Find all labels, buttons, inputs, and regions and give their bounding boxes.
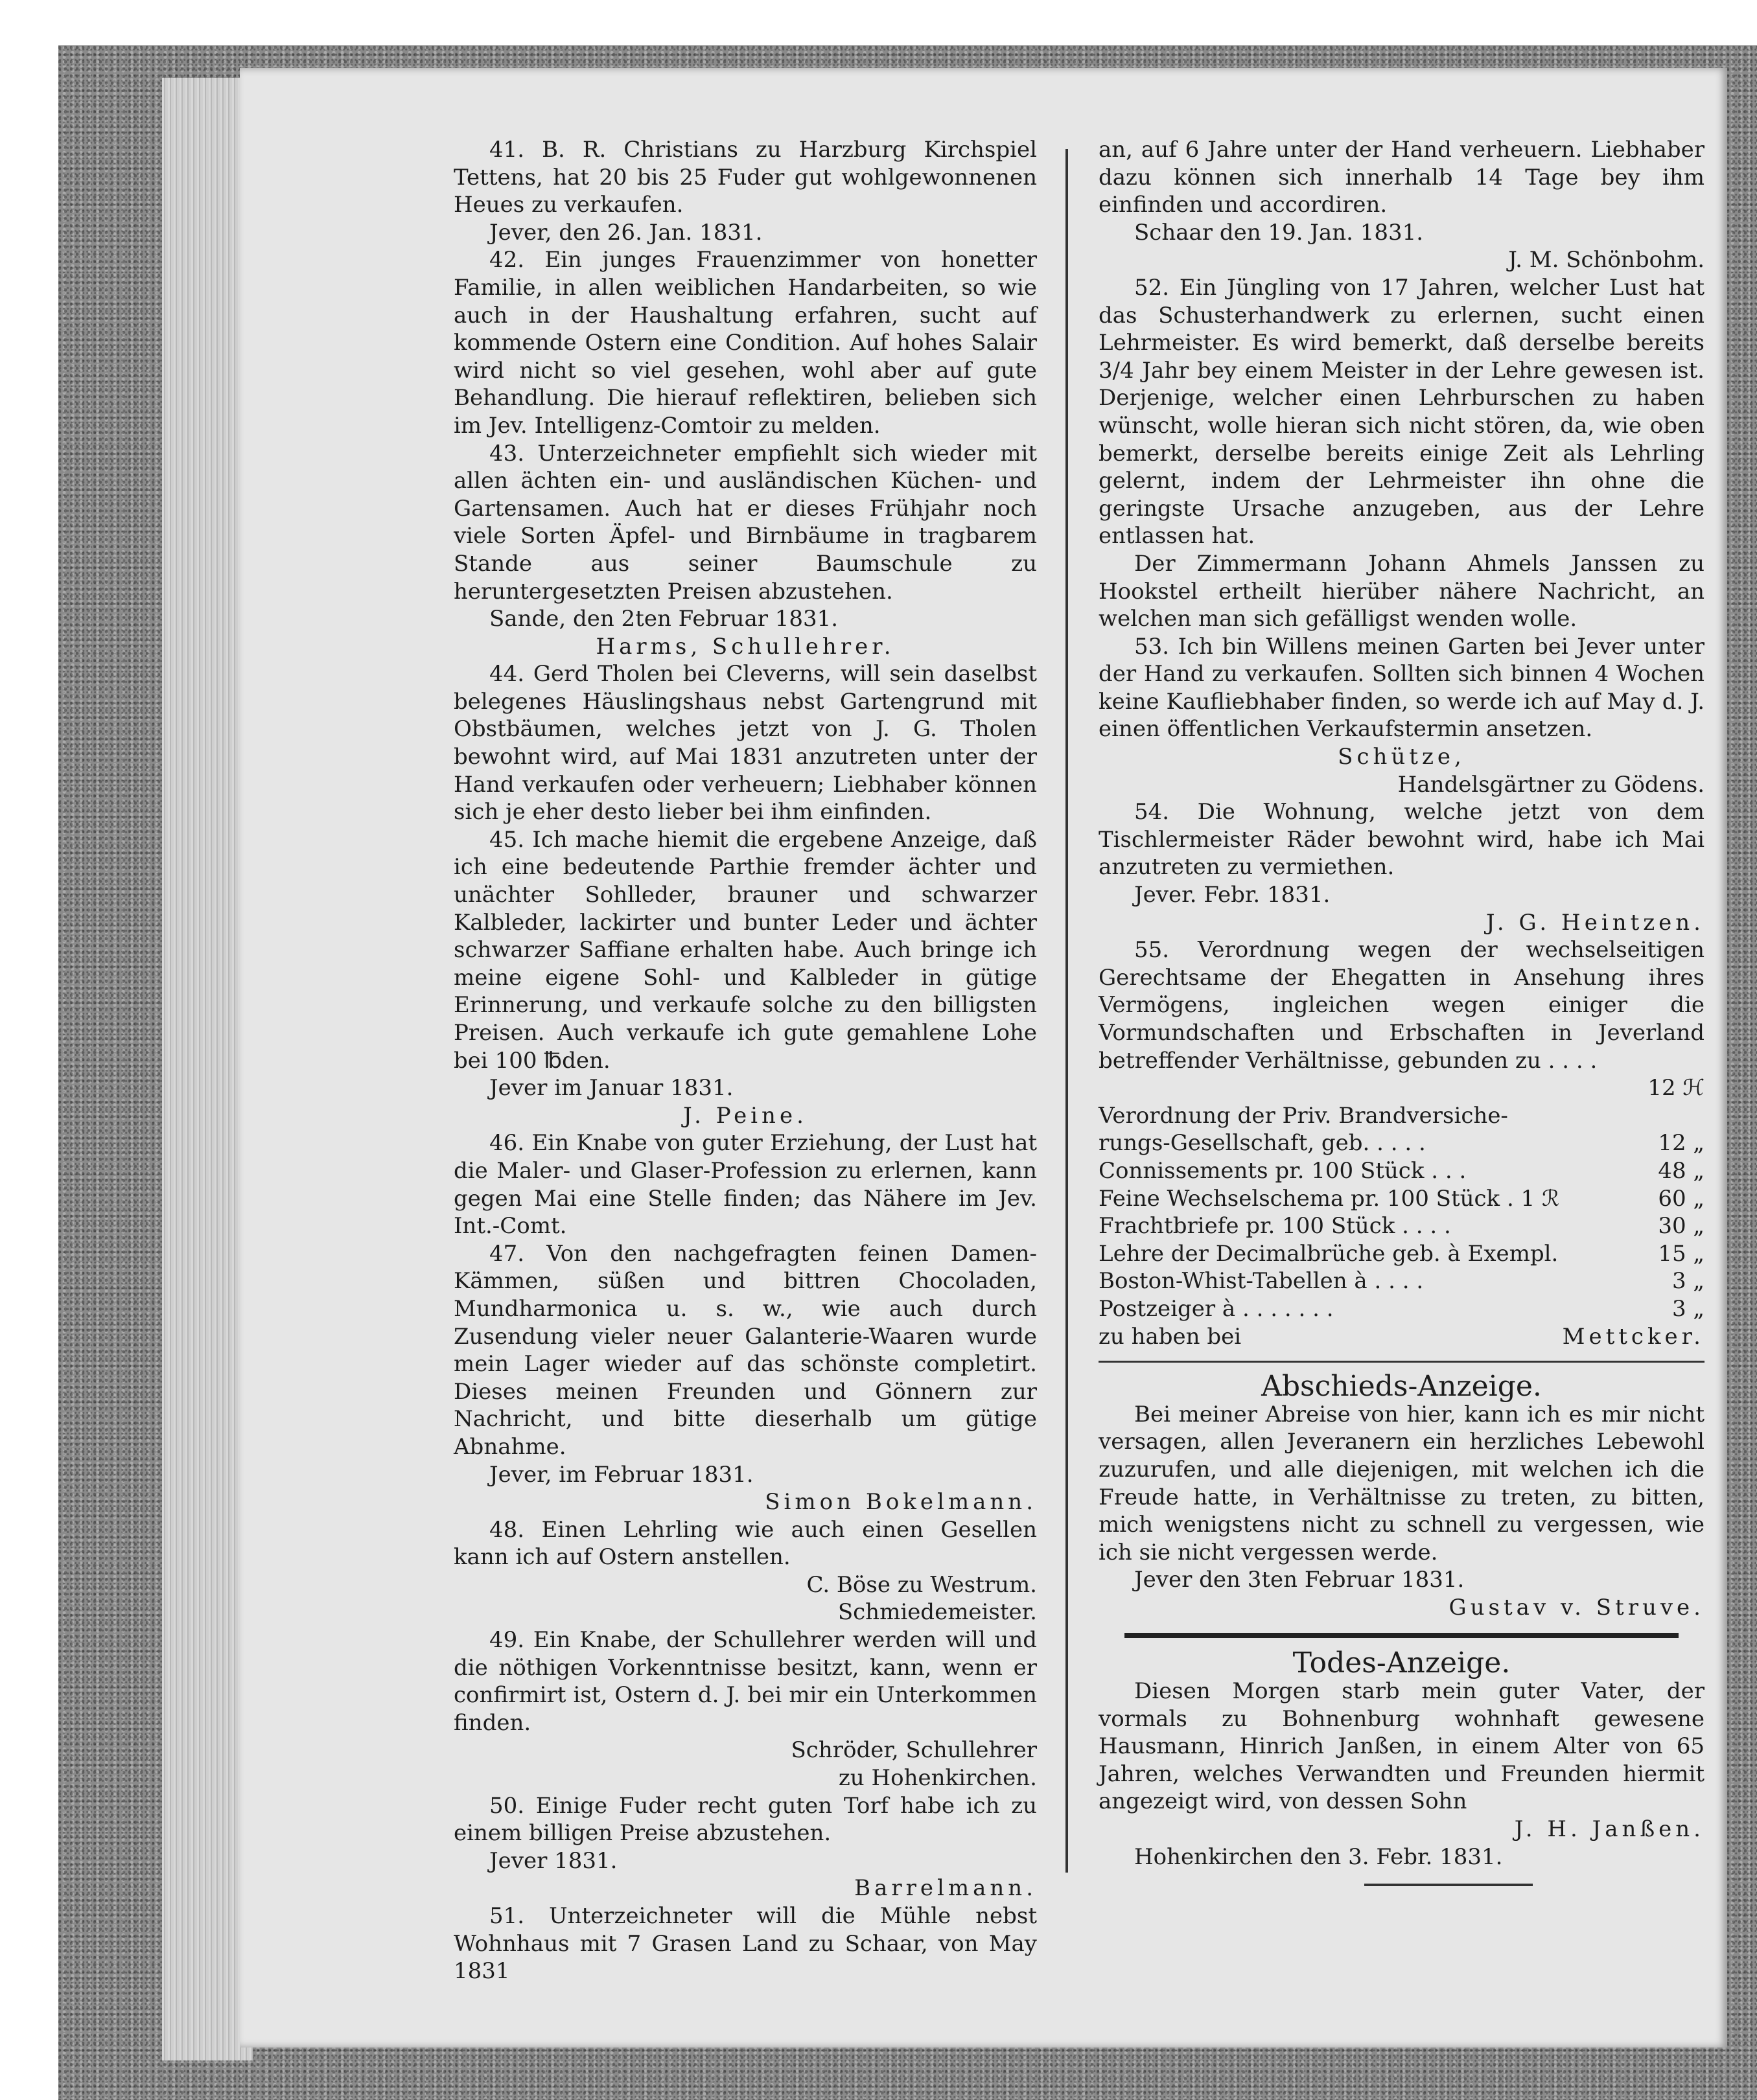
price-row: 12 ℋ xyxy=(1647,1075,1705,1102)
farewell-signature: Gustav v. Struve. xyxy=(1449,1594,1705,1621)
ad-49-signature: Schröder, Schullehrer xyxy=(791,1737,1037,1764)
ad-43-date: Sande, den 2ten Februar 1831. xyxy=(489,606,839,632)
price-list xyxy=(1099,1074,1705,1350)
ad-43: 43. Unterzeichneter empfiehlt sich wieder mit allen ächten ein- und ausländischen Küchen- und Gartensamen. Auch hat er dieses Frühjahr noch viele Sorten Äpfel- und Birnbäume in tragbarem Stande aus seiner Baumschule zu heruntergesetzten Preisen abzustehen. xyxy=(454,440,1037,605)
ad-51-date: Schaar den 19. Jan. 1831. xyxy=(1134,219,1424,246)
ad-48: 48. Einen Lehrling wie auch einen Gesellen kann ich auf Ostern anstellen. xyxy=(454,1516,1037,1571)
ad-49-place: zu Hohenkirchen. xyxy=(838,1765,1037,1792)
ad-52-contact: Der Zimmermann Johann Ahmels Janssen zu Hookstel ertheilt hierüber nähere Nachricht, an welchen man sich gefälligst wenden wolle. xyxy=(1099,550,1705,632)
ad-45-signature: J. Peine. xyxy=(683,1102,808,1129)
price-row: Boston-Whist-Tabellen à . . . . 3 „ xyxy=(1099,1268,1705,1295)
ad-45-date: Jever im Januar 1831. xyxy=(489,1075,734,1102)
price-row: Lehre der Decimalbrüche geb. à Exempl. 15 „ xyxy=(1099,1240,1705,1267)
ad-53: 53. Ich bin Willens meinen Garten bei Jever unter der Hand zu verkaufen. Sollten sich binnen 4 Wochen keine Kaufliebhaber finden, so werde ich auf May d. J. einen öffentlichen Verkaufstermin ansetzen. xyxy=(1099,633,1705,743)
ad-44: 44. Gerd Tholen bei Cleverns, will sein daselbst belegenes Häuslingshaus nebst Gartengrund mit Obstbäumen, welches jetzt von J. G. Tholen bewohnt wird, auf Mai 1831 anzutreten unter der Hand verkaufen oder verheuern; Liebhaber können sich je eher desto lieber bei ihm einfinden. xyxy=(454,661,1037,825)
price-row: zu haben bei Mettcker. xyxy=(1099,1323,1705,1350)
ad-48-title: Schmiedemeister. xyxy=(837,1599,1037,1626)
farewell-date: Jever den 3ten Februar 1831. xyxy=(1134,1567,1465,1593)
ad-45: 45. Ich mache hiemit die ergebene Anzeige, daß ich eine bedeutende Parthie fremder ächter und unächter Sohlleder, brauner und schwarzer Kalbleder, lackirter und bunter Leder und ächter schwarzer Saffiane erhalten habe. Auch bringe ich meine eigene Sohl- und Kalbleder in gütige Erinnerung, und verkaufe solche zu den billigsten Preisen. Auch verkaufe ich gute gemahlene Lohe bei 100 ℔den. xyxy=(454,826,1037,1074)
ad-52: 52. Ein Jüngling von 17 Jahren, welcher Lust hat das Schusterhandwerk zu erlernen, sucht einen Lehrmeister. Es wird bemerkt, daß derselbe bereits 3/4 Jahr bey einem Meister in der Lehre gewesen ist. Derjenige, welcher einen Lehrburschen zu haben wünscht, wolle hieran sich nicht stören, da, wie oben bemerkt, derselbe bereits einige Zeit als Lehrling gelernt, indem der Lehrmeister ihn ohne die geringste Ursache anzugeben, aus der Lehre entlassen hat. xyxy=(1099,274,1705,549)
ad-47-date: Jever, im Februar 1831. xyxy=(489,1461,754,1488)
price-row: Feine Wechselschema pr. 100 Stück . 1 ℛ 60 „ xyxy=(1099,1185,1705,1212)
ad-51: 51. Unterzeichneter will die Mühle nebst Wohnhaus mit 7 Grasen Land zu Schaar, von May 1831 xyxy=(454,1903,1037,1985)
price-row: Connissements pr. 100 Stück . . . 48 „ xyxy=(1099,1157,1705,1184)
farewell-text: Bei meiner Abreise von hier, kann ich es mir nicht versagen, allen Jeveranern ein herzliches Lebewohl zuzurufen, und alle diejenigen, mit welchen ich die Freude hatte, in Verhältnisse zu treten, zu bitten, mich wenigstens nicht zu schnell zu vergessen, wie ich sie nicht vergessen werde. xyxy=(1099,1401,1705,1565)
ad-50-signature: Barrelmann. xyxy=(854,1875,1037,1902)
left-column xyxy=(454,136,1037,1985)
ad-47-signature: Simon Bokelmann. xyxy=(765,1489,1037,1516)
ad-53-title: Handelsgärtner zu Gödens. xyxy=(1397,771,1705,798)
ad-54: 54. Die Wohnung, welche jetzt von dem Tischlermeister Räder bewohnt wird, habe ich Mai anzutreten zu vermiethen. xyxy=(1099,799,1705,881)
end-rule xyxy=(1364,1884,1533,1886)
price-row: Frachtbriefe pr. 100 Stück . . . . 30 „ xyxy=(1099,1213,1705,1240)
death-notice-date: Hohenkirchen den 3. Febr. 1831. xyxy=(1134,1843,1503,1870)
ad-48-signature: C. Böse zu Westrum. xyxy=(806,1571,1037,1598)
death-notice-text: Diesen Morgen starb mein guter Vater, der vormals zu Bohnenburg wohnhaft gewesene Hausmann, Hinrich Janßen, in einem Alter von 65 Jahren, welches Verwandten und Freunden hiermit angezeigt wird, von dessen Sohn xyxy=(1099,1678,1705,1815)
death-notice-heading: Todes-Anzeige. xyxy=(1292,1646,1511,1680)
ad-50-date: Jever 1831. xyxy=(489,1847,618,1874)
price-row: Verordnung der Priv. Brandversiche- xyxy=(1099,1102,1508,1129)
right-column xyxy=(1099,136,1705,1886)
ad-55: 55. Verordnung wegen der wechselseitigen Gerechtsame der Ehegatten in Ansehung ihres Vermögens, ingleichen wegen einiger die Vormundschaften und Erbschaften in Jeverland betreffender Verhältnisse, gebunden zu . . . . xyxy=(1099,937,1705,1074)
price-row: rungs-Gesellschaft, geb. . . . . 12 „ xyxy=(1099,1130,1705,1157)
column-rule xyxy=(1065,149,1068,1873)
farewell-heading: Abschieds-Anzeige. xyxy=(1261,1370,1542,1403)
price-row: Postzeiger à . . . . . . . 3 „ xyxy=(1099,1295,1705,1322)
section-divider xyxy=(1099,1361,1705,1363)
ad-54-date: Jever. Febr. 1831. xyxy=(1134,882,1331,908)
death-notice-signature: J. H. Janßen. xyxy=(1514,1816,1705,1843)
ad-51-continued: an, auf 6 Jahre unter der Hand verheuern. Liebhaber dazu können sich innerhalb 14 Tage bey ihm einfinden und accordiren. xyxy=(1099,137,1705,218)
ad-51-signature: J. M. Schönbohm. xyxy=(1508,247,1705,273)
ad-46: 46. Ein Knabe von guter Erziehung, der Lust hat die Maler- und Glaser-Profession zu erlernen, kann gegen Mai eine Stelle finden; das Nähere im Jev. Int.-Comt. xyxy=(454,1130,1037,1240)
ad-41: 41. B. R. Christians zu Harzburg Kirchspiel Tettens, hat 20 bis 25 Fuder gut wohlgewonnenen Heues zu verkaufen. xyxy=(454,137,1037,218)
ad-47: 47. Von den nachgefragten feinen Damen-Kämmen, süßen und bittren Chocoladen, Mundharmonica u. s. w., wie auch durch Zusendung vieler neuer Galanterie-Waaren wurde mein Lager wieder auf das schönste completirt. Dieses meinen Freunden und Gönnern zur Nachricht, und bitte dieserhalb um gütige Abnahme. xyxy=(454,1240,1037,1460)
ad-49: 49. Ein Knabe, der Schullehrer werden will und die nöthigen Vorkenntnisse besitzt, kann, wenn er confirmirt ist, Ostern d. J. bei mir ein Unterkommen finden. xyxy=(454,1627,1037,1736)
ad-42: 42. Ein junges Frauenzimmer von honetter Familie, in allen weiblichen Handarbeiten, so wie auch in der Haushaltung erfahren, sucht auf kommende Ostern eine Condition. Auf hohes Salair wird nicht so viel gesehen, wohl aber auf gute Behandlung. Die hierauf reflektiren, belieben sich im Jev. Intelligenz-Comtoir zu melden. xyxy=(454,247,1037,439)
ad-53-signature: Schütze, xyxy=(1338,744,1465,770)
section-divider xyxy=(1124,1633,1679,1638)
page-edges xyxy=(162,78,253,2060)
ad-43-signature: Harms, Schullehrer. xyxy=(596,633,895,660)
ad-41-date: Jever, den 26. Jan. 1831. xyxy=(489,219,763,246)
ad-54-signature: J. G. Heintzen. xyxy=(1485,909,1705,936)
ad-50: 50. Einige Fuder recht guten Torf habe ich zu einem billigen Preise abzustehen. xyxy=(454,1792,1037,1847)
